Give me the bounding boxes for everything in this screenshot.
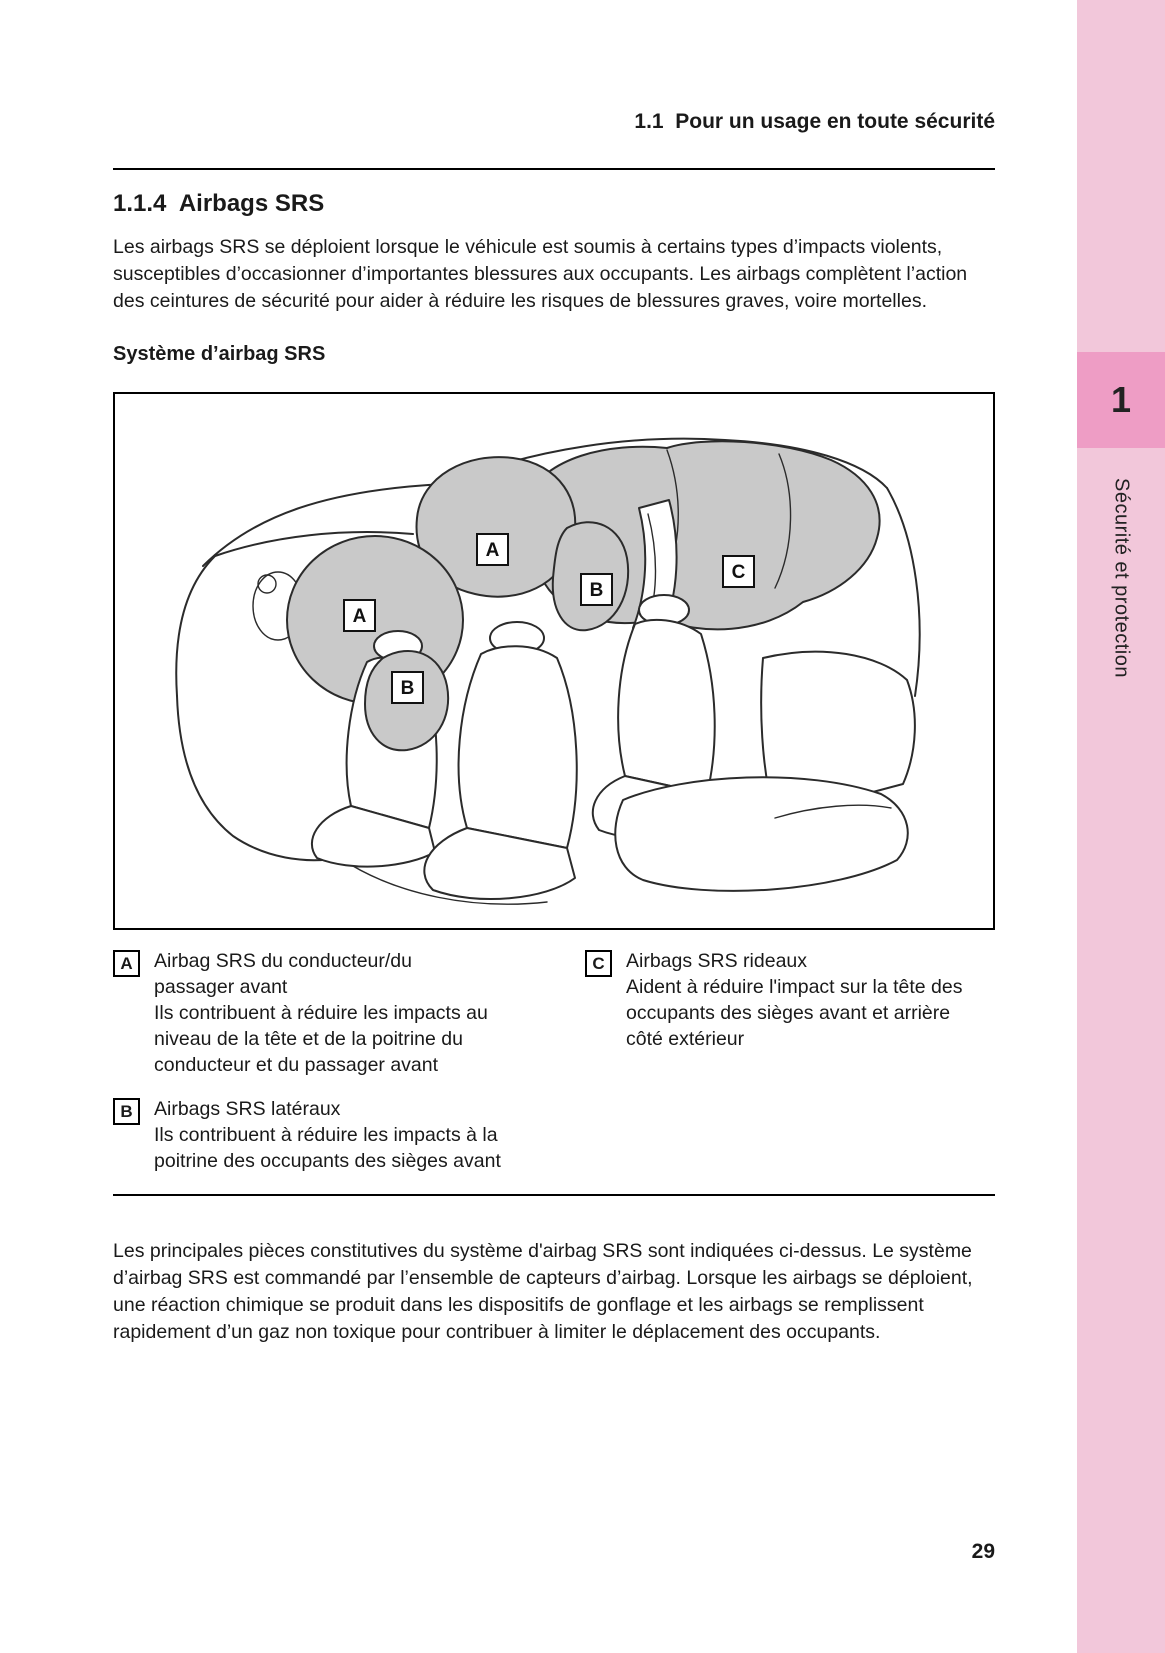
svg-text:C: C [731,562,746,583]
intro-paragraph: Les airbags SRS se déploient lorsque le véhicule est soumis à certains types d’impacts violents, susceptibles d’occasionner d’importantes blessures aux occupants. Les airbags complètent l’action des ceintures de sécurité pour aider à réduire les risques de blessures graves, voire mortelles. [113,236,968,312]
legend-key-c: C [585,950,612,977]
airbag-diagram [115,394,993,928]
svg-text:B: B [589,580,604,601]
legend-title-a: Airbag SRS du conducteur/du passager avant [154,950,412,998]
figure-label-a-passenger [477,534,508,565]
page-number: 29 [971,1540,995,1563]
figure-label-c-curtain [723,556,754,587]
legend-bottom-rule [113,1194,995,1196]
chapter-number: 1 [1110,379,1132,420]
chapter-side-band [1077,0,1165,1653]
section-title: 1.1.4 Airbags SRS [113,190,325,217]
figure-legend [113,948,995,1192]
legend-title-c: Airbags SRS rideaux [626,950,808,972]
figure-heading: Système d’airbag SRS [113,343,326,365]
legend-key-a: A [113,950,140,977]
svg-text:A: A [352,606,367,627]
running-header [113,0,995,170]
legend-desc-c: Aident à réduire l'impact sur la tête des occupants des sièges avant et arrière côté extérieur [626,976,963,1050]
legend-column-right [585,948,995,1192]
figure-label-b-driver-seat [392,672,423,703]
legend-column-left [113,948,585,1192]
legend-title-b: Airbags SRS latéraux [154,1098,341,1120]
figure-label-b-front [581,574,612,605]
chapter-title-vertical: Sécurité et protection [1110,478,1133,678]
svg-text:B: B [400,678,415,699]
page-content [113,0,995,1346]
airbag-figure-box [113,392,995,930]
legend-item-a [113,948,585,1078]
legend-desc-b: Ils contribuent à réduire les impacts à la poitrine des occupants des sièges avant [154,1124,501,1172]
legend-item-b [113,1096,585,1174]
running-header-text: 1.1 Pour un usage en toute sécurité [634,110,995,133]
legend-desc-a: Ils contribuent à réduire les impacts au niveau de la tête et de la poitrine du conducteur et du passager avant [154,1002,488,1076]
figure-label-a-driver [344,600,375,631]
svg-text:A: A [485,540,500,561]
closing-paragraph: Les principales pièces constitutives du système d'airbag SRS sont indiquées ci-dessus. Le système d’airbag SRS est commandé par l’ensemble de capteurs d’airbag. Lorsque les airbags se déploient, une réaction chimique se produit dans les dispositifs de gonflage et les airbags se remplissent rapidement d’un gaz non toxique pour contribuer à limiter le déplacement des occupants. [113,1240,973,1343]
legend-key-b: B [113,1098,140,1125]
chapter-number-tab [1077,352,1165,448]
legend-item-c [585,948,995,1052]
